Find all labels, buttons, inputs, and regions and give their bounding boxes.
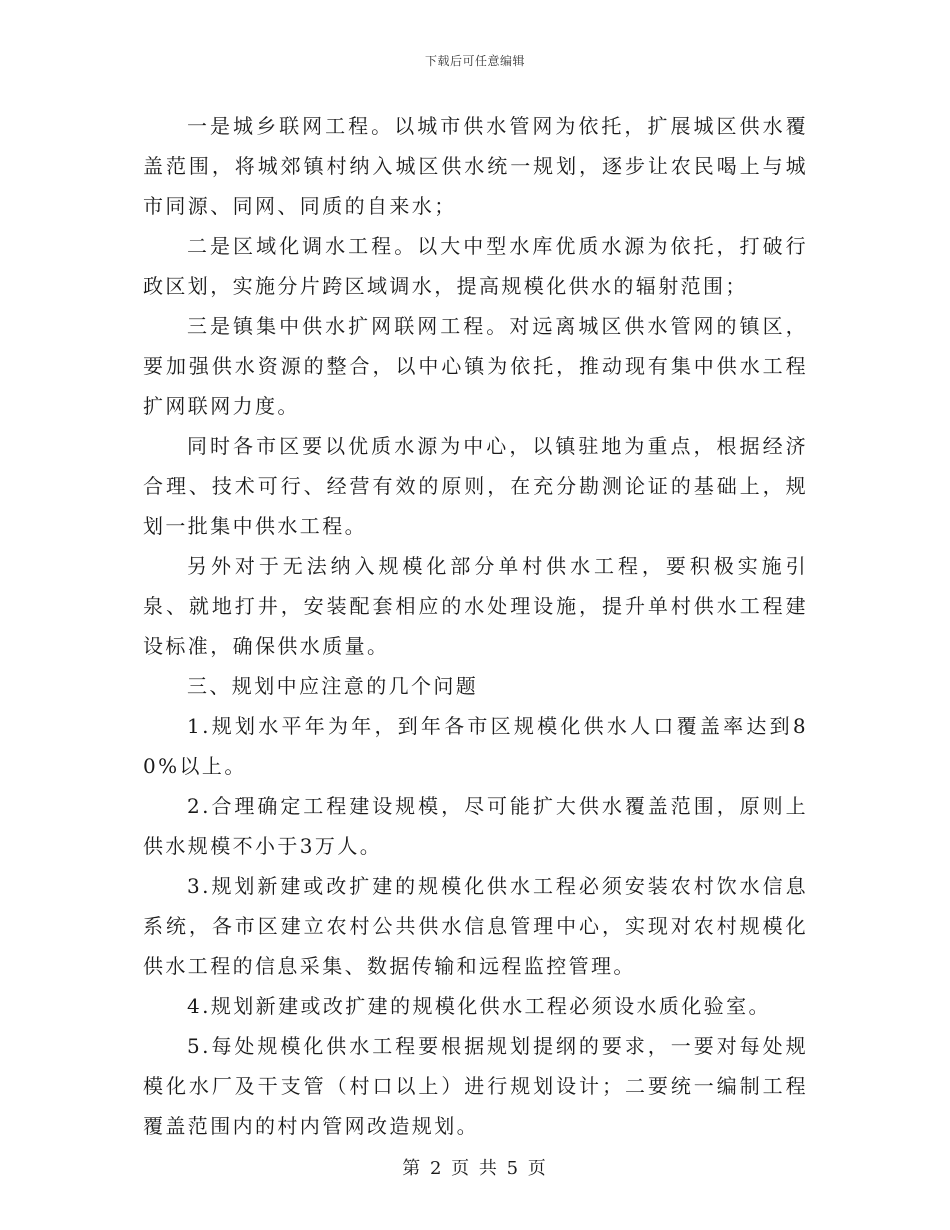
paragraph-3: 三是镇集中供水扩网联网工程。对远离城区供水管网的镇区，要加强供水资源的整合，以中心镇为依托，推动现有集中供水工程扩网联网力度。 — [143, 314, 808, 418]
list-item-4: 4.规划新建或改扩建的规模化供水工程必须设水质化验室。 — [187, 994, 771, 1018]
page-number: 第 2 页 共 5 页 — [402, 1158, 548, 1179]
list-item-2: 2.合理确定工程建设规模，尽可能扩大供水覆盖范围，原则上供水规模不小于3万人。 — [143, 794, 808, 858]
paragraph-5: 另外对于无法纳入规模化部分单村供水工程，要积极实施引泉、就地打井，安装配套相应的水处理设施，提升单村供水工程建设标准，确保供水质量。 — [143, 554, 808, 658]
list-item-1: 1.规划水平年为年，到年各市区规模化供水人口覆盖率达到80%以上。 — [143, 714, 808, 778]
paragraph-4: 同时各市区要以优质水源为中心，以镇驻地为重点，根据经济合理、技术可行、经营有效的原则，在充分勘测论证的基础上，规划一批集中供水工程。 — [143, 434, 808, 538]
paragraph-1: 一是城乡联网工程。以城市供水管网为依托，扩展城区供水覆盖范围，将城郊镇村纳入城区供水统一规划，逐步让农民喝上与城市同源、同网、同质的自来水； — [143, 114, 808, 218]
page-footer — [0, 1154, 950, 1180]
list-item-5: 5.每处规模化供水工程要根据规划提纲的要求，一要对每处规模化水厂及干支管（村口以上）进行规划设计；二要统一编制工程覆盖范围内的村内管网改造规划。 — [143, 1034, 808, 1138]
paragraph-2: 二是区域化调水工程。以大中型水库优质水源为依托，打破行政区划，实施分片跨区域调水，提高规模化供水的辐射范围； — [143, 234, 808, 298]
list-item-3: 3.规划新建或改扩建的规模化供水工程必须安装农村饮水信息系统，各市区建立农村公共供水信息管理中心，实现对农村规模化供水工程的信息采集、数据传输和远程监控管理。 — [143, 874, 808, 978]
header-note: 下载后可任意编辑 — [424, 54, 525, 68]
document-body — [143, 106, 808, 1146]
section-heading: 三、规划中应注意的几个问题 — [187, 674, 479, 698]
